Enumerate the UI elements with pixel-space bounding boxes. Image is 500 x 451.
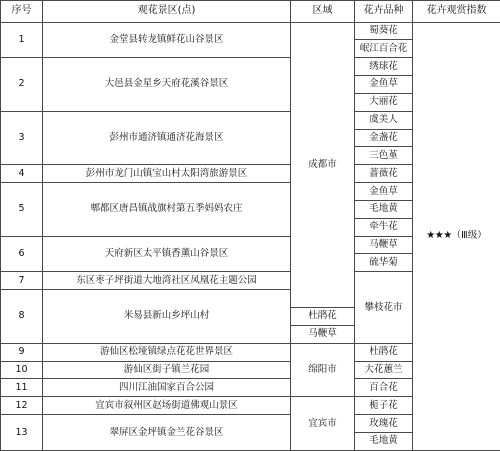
flower-cell: 金鱼草 <box>355 183 413 201</box>
row-number: 3 <box>1 111 43 165</box>
flower-cell: 栀子花 <box>355 397 413 415</box>
row-number: 7 <box>1 272 43 290</box>
area-cell: 成都市 <box>291 22 355 308</box>
flower-cell: 牵牛花 <box>355 218 413 236</box>
row-number: 8 <box>1 290 43 344</box>
site-name: 天府新区太平镇香薰山谷景区 <box>43 236 291 272</box>
site-name: 彭州市龙门山镇宝山村太阳湾旅游景区 <box>43 165 291 183</box>
area-cell: 宜宾市 <box>291 397 355 451</box>
site-name: 四川江油国家百合公园 <box>43 379 291 397</box>
header-site: 观花景区(点) <box>43 1 291 23</box>
flower-cell: 杜鹃花 <box>291 308 355 326</box>
header-no: 序号 <box>1 1 43 23</box>
flower-cell: 杜鹃花 <box>355 343 413 361</box>
rating-level: （Ⅲ级） <box>451 230 487 241</box>
row-number: 9 <box>1 343 43 361</box>
row-number: 10 <box>1 361 43 379</box>
site-name: 宜宾市叙州区赵场街道佛观山景区 <box>43 397 291 415</box>
flower-cell: 玫瑰花 <box>355 415 413 433</box>
site-name: 金堂县转龙镇鲜花山谷景区 <box>43 22 291 58</box>
flower-cell: 马鞭草 <box>291 325 355 343</box>
flower-cell: 大花蕙兰 <box>355 361 413 379</box>
flower-cell: 毛地黄 <box>355 200 413 218</box>
flower-cell: 毛地黄 <box>355 432 413 450</box>
flower-cell: 蔷薇花 <box>355 165 413 183</box>
flower-cell: 硫华菊 <box>355 254 413 272</box>
flower-cell: 马鞭草 <box>355 236 413 254</box>
site-name: 彭州市通济镇通济花海景区 <box>43 111 291 165</box>
row-number: 1 <box>1 22 43 58</box>
site-name: 米易县新山乡坪山村 <box>43 290 291 344</box>
row-number: 13 <box>1 415 43 451</box>
flower-cell: 三色堇 <box>355 147 413 165</box>
flower-cell: 岷江百合花 <box>355 40 413 58</box>
header-row <box>1 1 500 23</box>
site-name: 郫都区唐昌镇战旗村第五季妈妈农庄 <box>43 183 291 237</box>
flower-cell: 大丽花 <box>355 93 413 111</box>
site-name: 大邑县金星乡天府花溪谷景区 <box>43 58 291 112</box>
site-name: 东区枣子坪街道大地湾社区凤凰花主题公园 <box>43 272 291 290</box>
row-number: 4 <box>1 165 43 183</box>
row-number: 12 <box>1 397 43 415</box>
site-name: 游仙区街子镇兰花园 <box>43 361 291 379</box>
flower-cell: 金鱼草 <box>355 76 413 94</box>
table-row <box>1 22 500 40</box>
star-rating-icon: ★★★ <box>426 230 452 241</box>
flower-cell: 蜀葵花 <box>355 22 413 40</box>
header-flower: 花卉品种 <box>355 1 413 23</box>
row-number: 6 <box>1 236 43 272</box>
flower-cell: 百合花 <box>355 379 413 397</box>
area-cell: 攀枝花市 <box>355 272 413 343</box>
flower-cell: 金盏花 <box>355 129 413 147</box>
header-index: 花卉观赏指数 <box>413 1 500 23</box>
flower-cell: 虞美人 <box>355 111 413 129</box>
row-number: 2 <box>1 58 43 112</box>
site-name: 游仙区松垭镇绿点花花世界景区 <box>43 343 291 361</box>
flower-cell: 绣球花 <box>355 58 413 76</box>
row-number: 11 <box>1 379 43 397</box>
site-name: 翠屏区金坪镇金兰花谷景区 <box>43 415 291 451</box>
row-number: 5 <box>1 183 43 237</box>
header-area: 区域 <box>291 1 355 23</box>
rating-cell <box>413 22 500 450</box>
area-cell: 绵阳市 <box>291 343 355 397</box>
